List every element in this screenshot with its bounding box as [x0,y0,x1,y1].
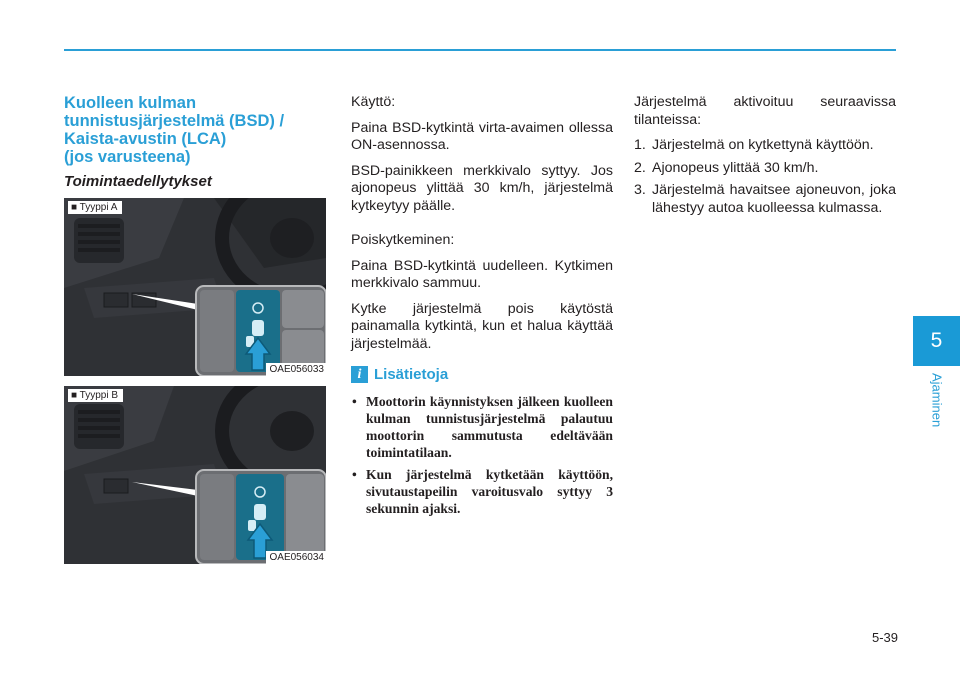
bullet-dot: • [352,393,357,409]
list-text: Ajonopeus ylittää 30 km/h. [652,159,819,176]
figure-code: OAE056034 [266,551,327,564]
section-title-line: (jos varusteena) [64,148,191,166]
off-paragraph: Kytke järjestelmä pois käytöstä painamalla kytkintä, kun et halua käyttää järjestelmää. [351,300,613,352]
off-paragraph: Paina BSD-kytkintä uudelleen. Kytkimen merkkivalo sammuu. [351,257,613,291]
usage-paragraph: Paina BSD-kytkintä virta-avaimen ollessa ON-asennossa. [351,119,613,153]
info-bullet [351,393,613,461]
info-bullet-text: Kun järjestelmä kytketään käyttöön, sivutaustapeilin varoitusvalo syttyy 3 sekunnin ajaksi. [366,466,613,516]
info-title: Lisätietoja [374,366,449,383]
dashboard-switch-illustration [64,386,326,564]
bullet-dot: • [352,466,357,482]
list-text: Järjestelmä havaitsee ajoneuvon, joka lähestyy autoa kuolleessa kulmassa. [652,182,896,216]
chapter-name: Ajaminen [929,372,945,428]
list-item [634,137,896,155]
middle-column [351,94,613,522]
right-column [634,94,896,222]
page-number: 5-39 [871,630,898,645]
info-header [351,366,613,384]
chapter-tab: 5 [913,316,960,366]
off-label: Poiskytkeminen: [351,232,455,248]
figure-code: OAE056033 [266,363,327,376]
list-number: 3. [634,182,646,198]
section-subtitle: Toimintaedellytykset [64,173,212,190]
list-text: Järjestelmä on kytkettynä käyttöön. [652,137,874,153]
usage-label: Käyttö: [351,94,396,110]
list-item [634,160,896,178]
figure-label: ■ Tyyppi A [68,201,122,214]
usage-paragraph: BSD-painikkeen merkkivalo syttyy. Jos ajonopeus ylittää 30 km/h, järjestelmä kytkeytyy päälle. [351,162,613,214]
info-icon: i [351,366,368,383]
section-title-line: Kuolleen kulman [64,94,197,112]
list-item [634,182,896,217]
list-number: 1. [634,137,646,153]
info-bullet [351,466,613,517]
activation-intro: Järjestelmä aktivoituu seuraavissa tilanteissa: [634,94,896,128]
section-title-line: tunnistusjärjestelmä (BSD) / [64,112,285,130]
figure-label: ■ Tyyppi B [68,389,123,402]
top-rule [64,49,896,51]
dashboard-switch-illustration [64,198,326,376]
section-title [64,94,324,166]
list-number: 2. [634,159,646,176]
info-bullet-text: Moottorin käynnistyksen jälkeen kuolleen kulman tunnistusjärjestelmä palautuu moottorin sammutusta edeltävään toimintatilaan. [366,393,613,460]
section-title-line: Kaista-avustin (LCA) [64,130,227,148]
figure-type-b [64,386,326,564]
info-bullets [351,393,613,517]
activation-list [634,137,896,217]
figure-type-a [64,198,326,376]
